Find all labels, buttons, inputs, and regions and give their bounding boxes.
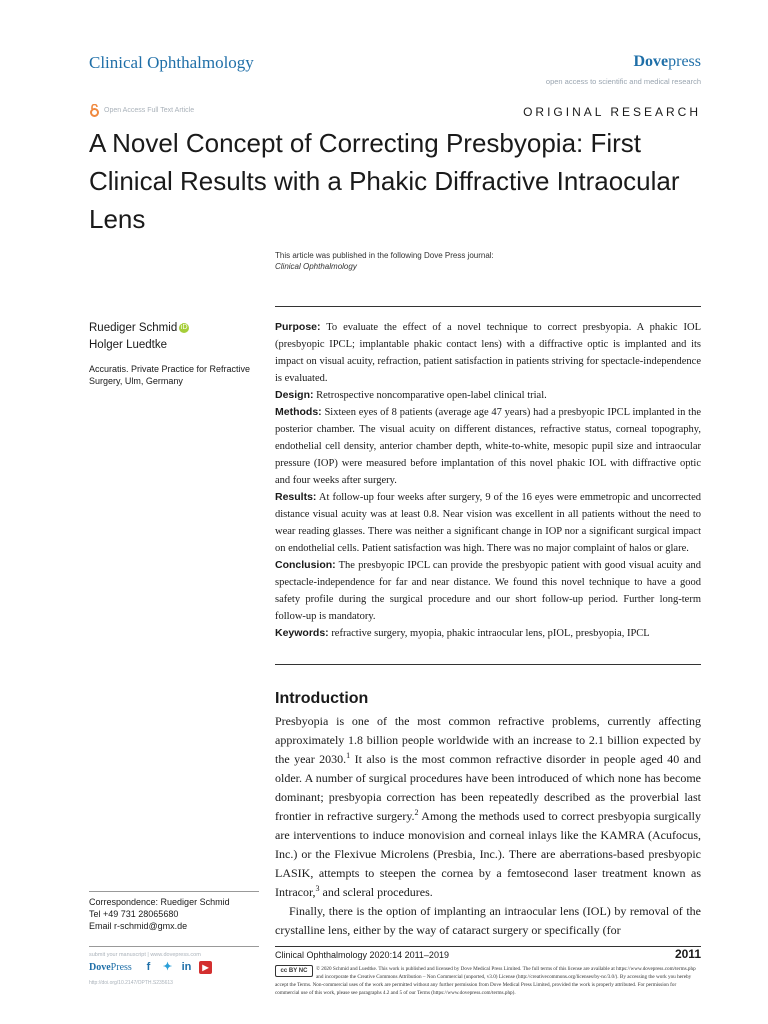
open-access-text: Open Access Full Text Article [104,107,195,114]
design-text: Retrospective noncomparative open-label clinical trial. [313,390,547,401]
creative-commons-icon[interactable]: cc BY NC [275,965,313,977]
dovepress-logo[interactable] [633,53,701,71]
intro-text: Presbyopia is one of the most common refractive problems, currently affecting approximately 1.8 billion people worldwide with an increase to 2.1 billion expected by the year 2030. [275,714,701,766]
intro-text: It also is the most common refractive disorder in people aged 40 and older. A number of surgical procedures have been introduced of which none has become dominant; presbyopia correction has been repeatedly described as the proverbial last frontier in refractive surgery. [275,752,701,823]
abstract [275,319,701,642]
keywords-label: Keywords: [275,627,329,639]
author-list [89,320,189,354]
author-name[interactable]: Holger Luedtke [89,339,167,351]
correspondence [89,896,230,932]
correspondence-email[interactable]: Email r-schmid@gmx.de [89,921,188,931]
purpose-label: Purpose: [275,321,321,333]
brand-tagline: open access to scientific and medical research [545,77,701,86]
abstract-bottom-rule [275,664,701,665]
doi-link[interactable]: http://doi.org/10.2147/OPTH.S235613 [89,980,173,986]
reference-link[interactable]: 2 [414,808,419,817]
publication-note [275,250,494,272]
linkedin-icon[interactable]: in [181,961,192,973]
publication-note-journal[interactable]: Clinical Ophthalmology [275,262,357,271]
footer-dovepress-logo[interactable] [89,962,132,973]
facebook-icon[interactable]: f [146,961,151,973]
introduction-body [275,712,701,940]
abstract-keywords [275,625,701,642]
keywords-text: refractive surgery, myopia, phakic intraocular lens, pIOL, presbyopia, IPCL [328,628,650,639]
license-notice [275,965,701,997]
introduction-paragraph [275,712,701,902]
footer-press: Press [110,962,132,973]
orcid-icon[interactable]: iD [180,323,188,331]
open-access-label [89,104,194,117]
intro-text: and scleral procedures. [319,885,433,899]
journal-name[interactable]: Clinical Ophthalmology [89,53,254,72]
brand-press: press [668,53,701,70]
citation-line: Clinical Ophthalmology 2020:14 2011–2019 [275,950,449,960]
methods-text: Sixteen eyes of 8 patients (average age 47 years) had a presbyopic IPCL implanted in the posterior chamber. The visual acuity on different distances, refractive status, corneal topography, endothelial cell density, anterior chamber depth, white-to-white, mesopic pupil size and intraocular pressure (IOP) were measured before implantation of this novel phakic IOL with diffractive optic and four weeks after surgery. [275,407,701,486]
abstract-conclusion [275,557,701,625]
correspondence-rule [89,891,259,892]
abstract-design [275,387,701,404]
footer-rule-left [89,946,259,947]
social-links [142,961,212,974]
purpose-text: To evaluate the effect of a novel technique to correct presbyopia. A phakic IOL (presbyopic IPCL; implantable phakic contact lens) with a diffractive optic is implanted and its impact on visual acuity, refraction, patient satisfaction in patients striving for spectacle-independence is evaluated. [275,322,701,384]
affiliation: Accuratis. Private Practice for Refractive Surgery, Ulm, Germany [89,364,251,386]
author-name[interactable]: Ruediger Schmid [89,322,178,334]
introduction-heading: Introduction [275,690,369,707]
section-label: ORIGINAL RESEARCH [523,105,701,119]
article-title: A Novel Concept of Correcting Presbyopia: First Clinical Results with a Phakic Diffractive Intraocular Lens [89,128,680,234]
methods-label: Methods: [275,406,322,418]
introduction-paragraph: Finally, there is the option of implanting an intraocular lens (IOL) by removal of the crystalline lens, either by the way of cataract surgery or specifically (for [275,904,701,937]
page-number: 2011 [674,947,701,961]
license-text: © 2020 Schmid and Luedtke. This work is published and licensed by Dove Medical Press Limited. The full terms of this license are available at https://www.dovepress.com/terms.php and incorporate the Creative Commons Attribution – Non Commercial (unported, v3.0) License (http://creativecommons.org/licenses/by-nc/3.0/). By accessing the work you hereby accept the Terms. Non-commercial uses of the work are permitted without any further permission from Dove Medical Press Limited, provided the work is properly attributed. For permission for commercial use of this work, please see paragraphs 4.2 and 5 of our Terms (https://www.dovepress.com/terms.php). [275,966,696,996]
abstract-results [275,489,701,557]
publication-note-line: This article was published in the following Dove Press journal: [275,251,494,260]
conclusion-label: Conclusion: [275,559,336,571]
submit-manuscript-link[interactable]: submit your manuscript | www.dovepress.com [89,952,201,958]
abstract-top-rule [275,306,701,307]
results-label: Results: [275,491,317,503]
twitter-icon[interactable]: ✦ [162,961,173,973]
brand-dove: Dove [633,53,669,70]
conclusion-text: The presbyopic IPCL can provide the presbyopic patient with good visual acuity and spectacle-independence for far and near distance. We found this novel technique to have a good safety profile during the surgical procedure and our short follow-up period. Further long-term follow-up is mandatory. [275,560,701,622]
reference-link[interactable]: 3 [315,884,320,893]
intro-text: Among the methods used to correct presbyopia surgically are interventions to induce monovision and corneal inlays like the KAMRA (Acufocus, Inc.) or the Flexivue Microlens (Presbia, Inc.). There are aberrations-based presbyopic LASIK, attempts to steepen the cornea by a femtosecond laser treatment known as Intracor, [275,809,701,899]
abstract-purpose [275,319,701,387]
abstract-methods [275,404,701,489]
footer-dove: Dove [89,962,111,973]
results-text: At follow-up four weeks after surgery, 9 of the 16 eyes were emmetropic and uncorrected distance visual acuity was at least 0.8. Near vision was excellent in all patients without the need to wear reading glasses. There was neither a significant change in IOP nor a significant surgical impact on endothelial cells. Patient satisfaction was high. There was no major complaint of halos or glare. [275,492,701,554]
design-label: Design: [275,389,314,401]
youtube-icon[interactable]: ▶ [199,961,212,974]
open-access-icon [89,104,100,117]
correspondence-name: Correspondence: Ruediger Schmid [89,897,230,907]
correspondence-tel: Tel +49 731 28065680 [89,909,179,919]
reference-link[interactable]: 1 [346,751,351,760]
footer-rule-right [275,946,701,947]
